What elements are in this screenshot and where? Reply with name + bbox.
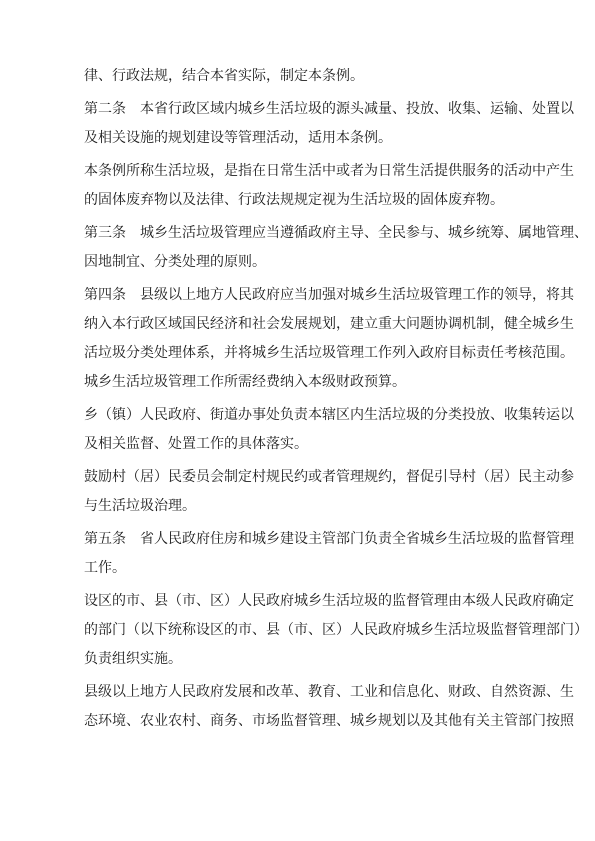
text-line: 的固体废弃物以及法律、行政法规规定视为生活垃圾的固体废弃物。 [84, 192, 504, 208]
article-2-line: 第二条 本省行政区域内城乡生活垃圾的源头减量、投放、收集、运输、处置以 [84, 101, 574, 117]
text-line: 态环境、农业农村、商务、市场监督管理、城乡规划以及其他有关主管部门按照 [84, 713, 574, 729]
text-line: 因地制宜、分类处理的原则。 [84, 254, 266, 270]
text-line: 及相关设施的规划建设等管理活动，适用本条例。 [84, 130, 392, 146]
text-line: 城乡生活垃圾管理工作所需经费纳入本级财政预算。 [84, 374, 406, 390]
text-line: 律、行政法规，结合本省实际，制定本条例。 [84, 68, 364, 84]
document-page [84, 62, 588, 736]
text-line: 本条例所称生活垃圾，是指在日常生活中或者为日常生活提供服务的活动中产生 [84, 163, 574, 179]
text-line: 及相关监督、处置工作的具体落实。 [84, 436, 308, 452]
text-line: 乡（镇）人民政府、街道办事处负责本辖区内生活垃圾的分类投放、收集转运以 [84, 407, 574, 423]
text-line: 负责组织实施。 [84, 651, 182, 667]
text-line: 纳入本行政区域国民经济和社会发展规划，建立重大问题协调机制，健全城乡生 [84, 316, 574, 332]
article-4-line: 第四条 县级以上地方人民政府应当加强对城乡生活垃圾管理工作的领导，将其 [84, 287, 574, 303]
text-line: 工作。 [84, 560, 126, 576]
article-5-line: 第五条 省人民政府住房和城乡建设主管部门负责全省城乡生活垃圾的监督管理 [84, 531, 574, 547]
text-line: 与生活垃圾治理。 [84, 498, 196, 514]
text-line: 县级以上地方人民政府发展和改革、教育、工业和信息化、财政、自然资源、生 [84, 684, 574, 700]
text-line: 鼓励村（居）民委员会制定村规民约或者管理规约，督促引导村（居）民主动参 [84, 469, 574, 485]
text-line: 设区的市、县（市、区）人民政府城乡生活垃圾的监督管理由本级人民政府确定 [84, 593, 574, 609]
article-3-line: 第三条 城乡生活垃圾管理应当遵循政府主导、全民参与、城乡统筹、属地管理、 [84, 225, 588, 241]
text-line: 活垃圾分类处理体系，并将城乡生活垃圾管理工作列入政府目标责任考核范围。 [84, 345, 574, 361]
text-line: 的部门（以下统称设区的市、县（市、区）人民政府城乡生活垃圾监督管理部门） [84, 622, 588, 638]
